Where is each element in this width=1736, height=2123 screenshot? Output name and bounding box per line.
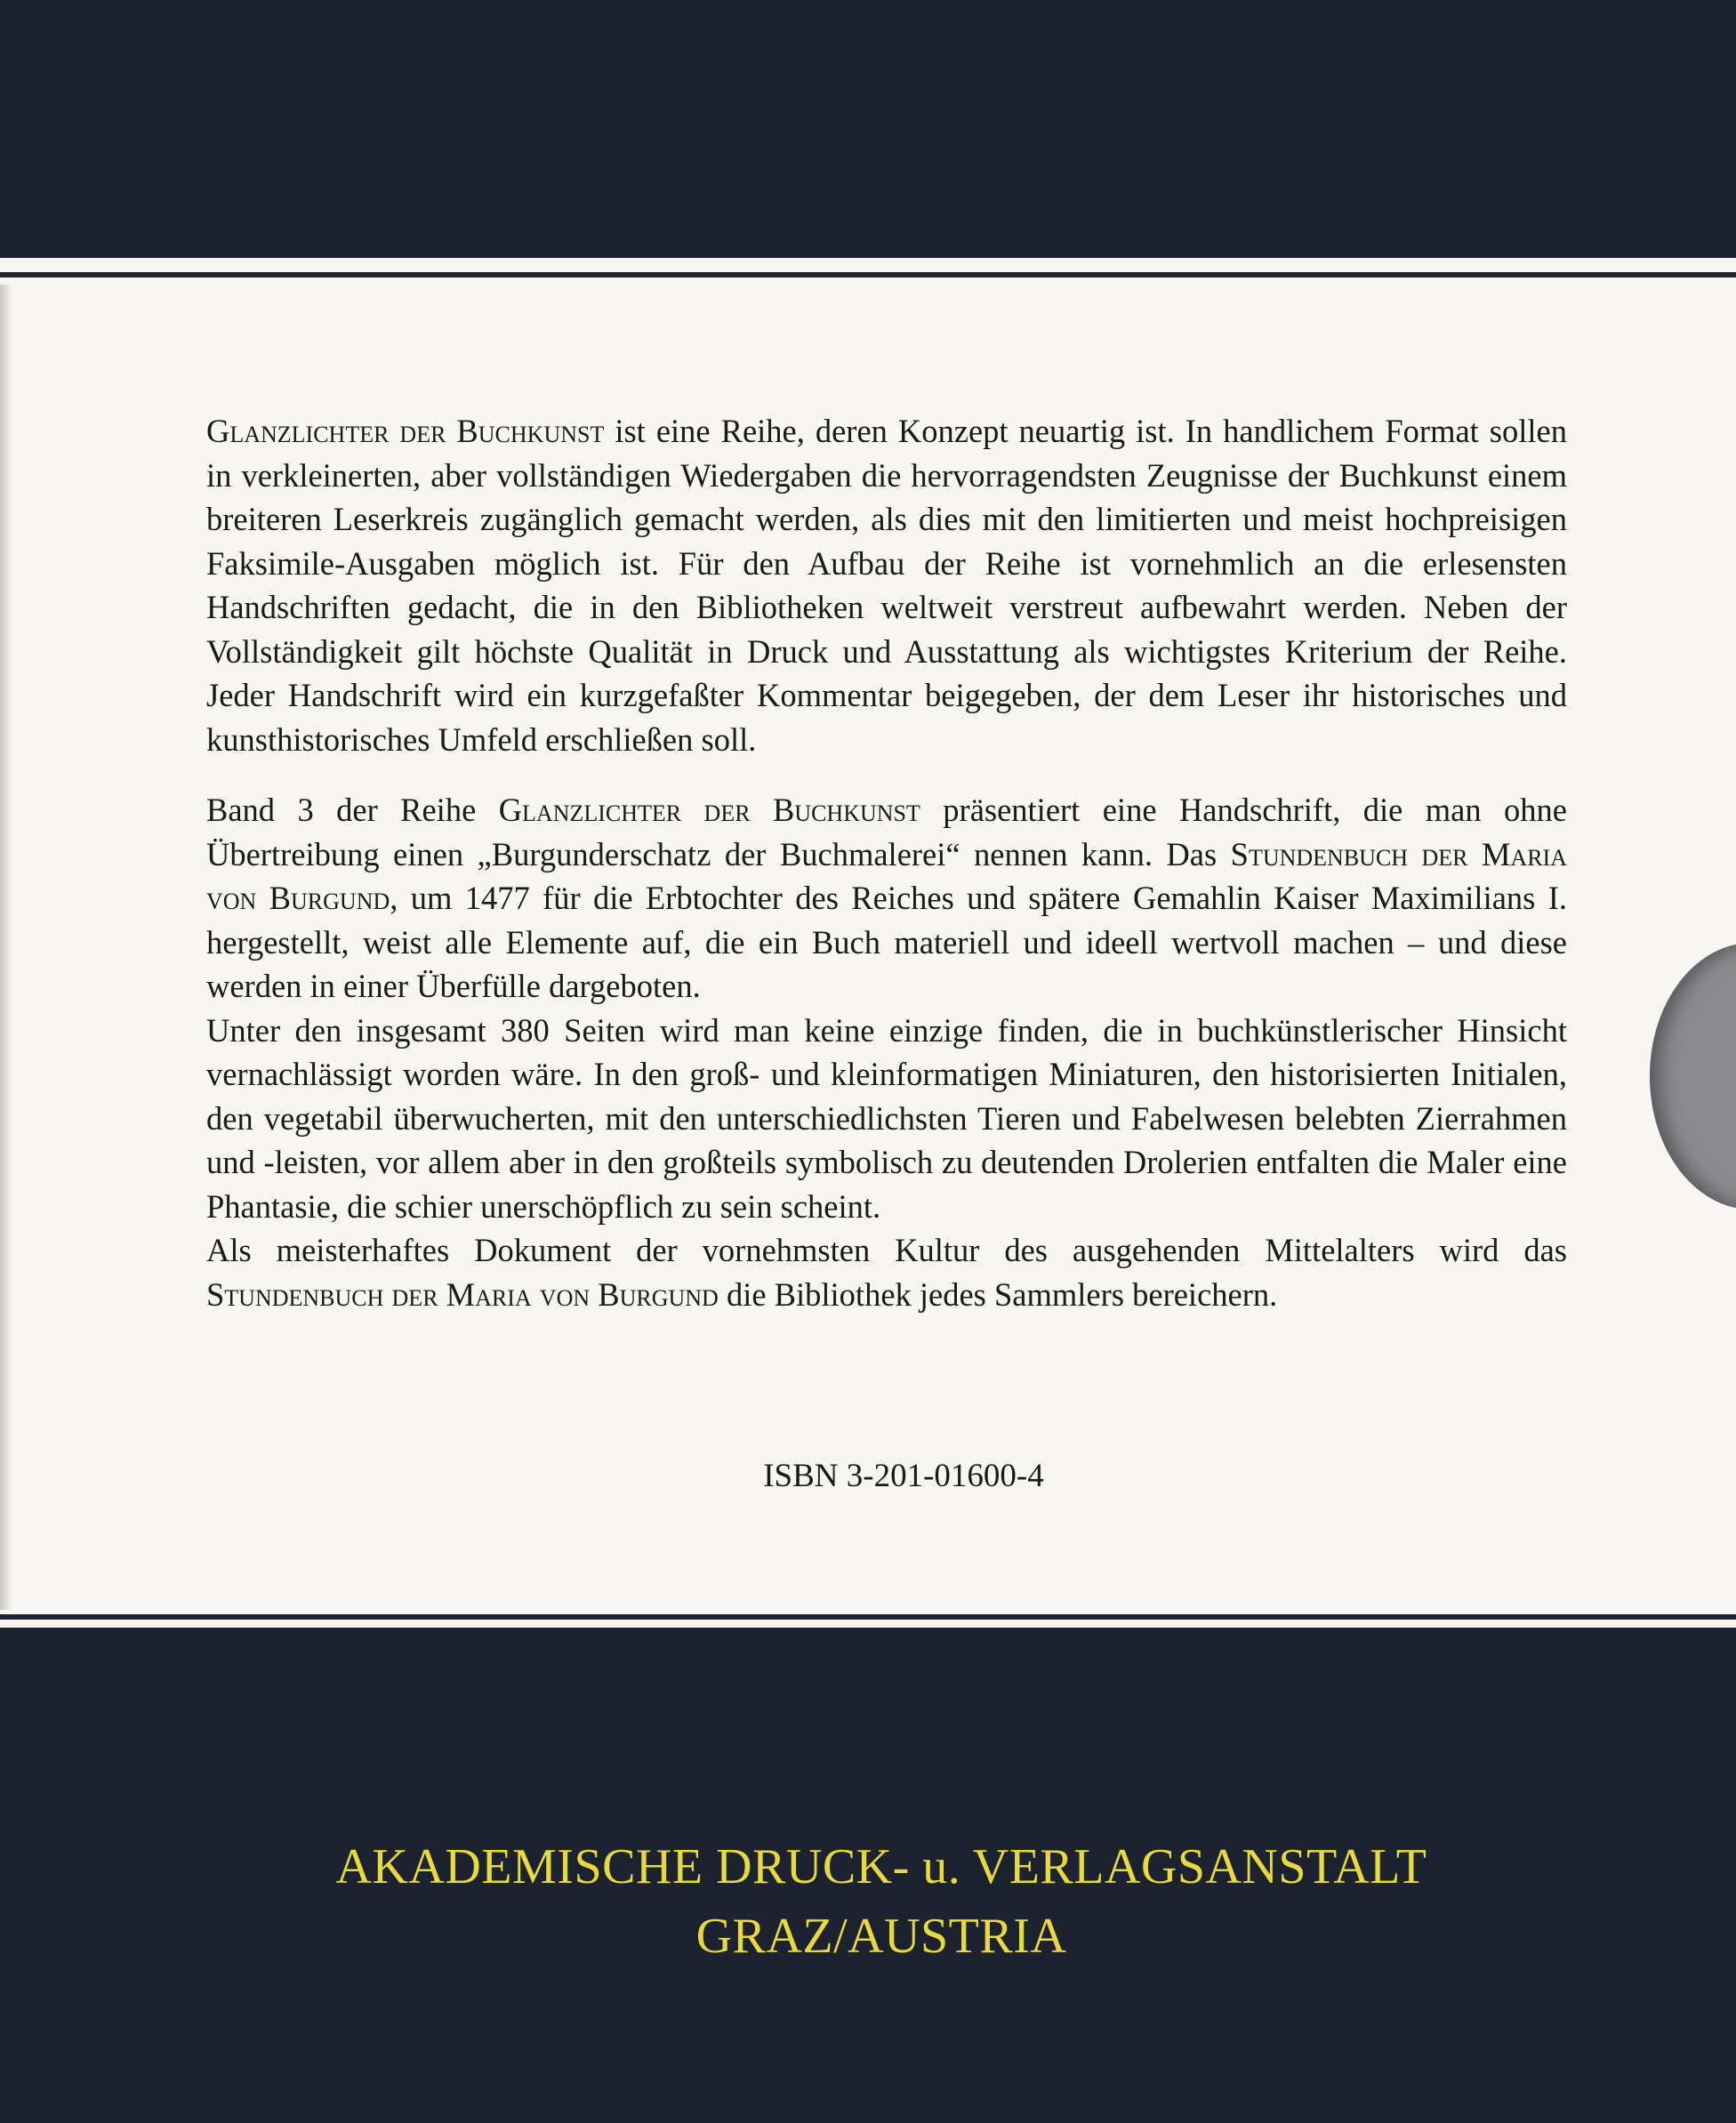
bottom-divider-rule	[0, 1614, 1736, 1620]
blurb-paragraph-2	[206, 788, 1567, 1009]
blurb-paragraph-4	[206, 1228, 1567, 1316]
series-name: Glanzlichter der Buchkunst	[498, 792, 920, 828]
paragraph-text: ist eine Reihe, deren Konzept neuartig ist. In handlichem Format sollen in verkleinerten, aber vollständigen Wiedergaben die hervorragendsten Zeugnisse der Buchkunst einem breiteren Leserkreis zugänglich gemacht werden, als dies mit den limitierten und meist hochpreisigen Faksimile-Ausgaben möglich ist. Für den Aufbau der Reihe ist vornehmlich an die erlesensten Handschriften gedacht, die in den Bibliotheken weltweit verstreut aufbewahrt werden. Neben der Vollständigkeit gilt höchste Qualität in Druck und Ausstattung als wichtigstes Kriterium der Reihe. Jeder Handschrift wird ein kurzgefaßter Kommentar beigegeben, der dem Leser ihr historisches und kunsthistorisches Umfeld erschließen soll.	[206, 413, 1567, 758]
blurb-paragraph-3: Unter den insgesamt 380 Seiten wird man keine einzige finden, die in buchkünstlerischer Hinsicht vernachlässigt worden wäre. In den groß- und kleinformatigen Miniaturen, den historisierten Initialen, den vegetabil überwucherten, mit den unterschiedlichsten Tieren und Fabelwesen belebten Zierrahmen und -leisten, vor allem aber in den großteils symbolisch zu deutenden Drolerien entfalten die Maler eine Phantasie, die schier unerschöpflich zu sein scheint.	[206, 1011, 1567, 1225]
blurb-paragraph-1	[206, 409, 1567, 761]
paragraph-text: Band 3 der Reihe	[206, 792, 499, 828]
publisher-location: GRAZ/AUSTRIA	[695, 1909, 1067, 1964]
isbn-number: ISBN 3-201-01600-4	[763, 1458, 1044, 1494]
book-title: Stundenbuch der Maria von Burgund	[206, 1275, 719, 1313]
paragraph-text: Als meisterhaftes Dokument der vornehmsten Kultur des ausgehenden Mittelalters wird das	[206, 1232, 1567, 1268]
publisher-imprint	[0, 1832, 1736, 1971]
publisher-name: AKADEMISCHE DRUCK- u. VERLAGSANSTALT	[335, 1839, 1427, 1894]
book-title: Stundenbuch der Maria von Burgund	[206, 835, 1567, 916]
paragraph-text: präsentiert eine Handschrift, die man ohne Übertreibung einen „Burgunderschatz der Buchmalerei“ nennen kann. Das	[206, 792, 1567, 873]
blurb-text	[206, 409, 1567, 1316]
series-name: Glanzlichter der Buchkunst	[206, 413, 605, 449]
paragraph-text: , um 1477 für die Erbtochter des Reiches und spätere Gemahlin Kaiser Maximilians I. hergestellt, weist alle Elemente auf, die ein Buch materiell und ideell wertvoll machen – und diese werden in einer Überfülle dargeboten.	[206, 880, 1567, 1004]
slipcase-thumb-notch	[1650, 943, 1736, 1210]
paragraph-text: die Bibliothek jedes Sammlers bereichern.	[718, 1275, 1278, 1313]
